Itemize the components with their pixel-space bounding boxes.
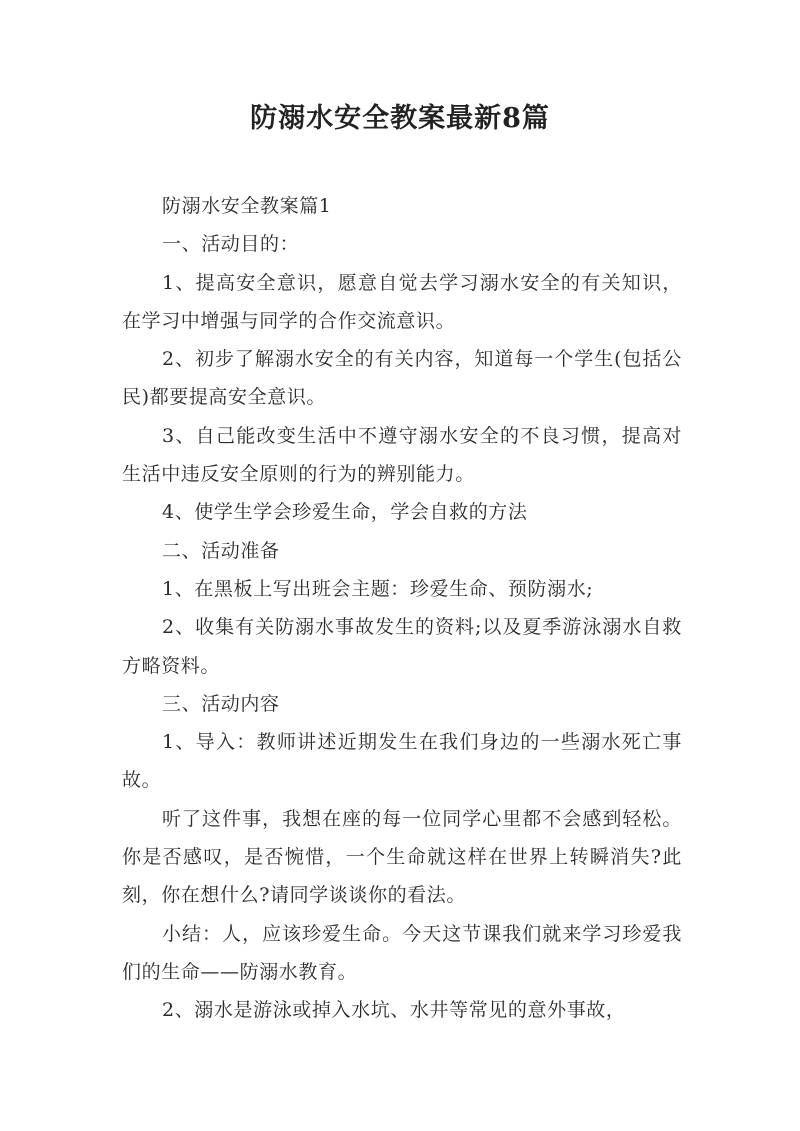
subheading-objectives: 一、活动目的： — [162, 233, 300, 256]
document-body — [122, 187, 682, 1030]
section-heading: 防溺水安全教案篇1 — [162, 195, 332, 217]
paragraph: 2、收集有关防溺水事故发生的资料;以及夏季游泳溺水自救方略资料。 — [122, 616, 682, 677]
paragraph: 2、溺水是游泳或掉入水坑、水井等常见的意外事故， — [162, 999, 626, 1022]
document-title: 防溺水安全教案最新8篇 — [250, 103, 550, 134]
paragraph: 听了这件事，我想在座的每一位同学心里都不会感到轻松。你是否感叹，是否惋惜，一个生命就这样在世界上转瞬消失?此刻，你在想什么?请同学谈谈你的看法。 — [122, 807, 682, 907]
paragraph: 1、提高安全意识，愿意自觉去学习溺水安全的有关知识，在学习中增强与同学的合作交流意识。 — [122, 271, 682, 332]
paragraph: 4、使学生学会珍爱生命，学会自救的方法 — [162, 501, 528, 524]
paragraph: 1、导入：教师讲述近期发生在我们身边的一些溺水死亡事故。 — [122, 731, 682, 792]
paragraph: 1、在黑板上写出班会主题：珍爱生命、预防溺水; — [162, 577, 594, 600]
paragraph: 3、自己能改变生活中不遵守溺水安全的不良习惯，提高对生活中违反安全原则的行为的辨别能力。 — [122, 424, 682, 486]
subheading-preparation: 二、活动准备 — [162, 539, 280, 562]
subheading-content: 三、活动内容 — [162, 692, 280, 715]
paragraph: 小结：人，应该珍爱生命。今天这节课我们就来学习珍爱我们的生命——防溺水教育。 — [122, 922, 682, 983]
paragraph: 2、初步了解溺水安全的有关内容，知道每一个学生(包括公民)都要提高安全意识。 — [122, 348, 682, 409]
